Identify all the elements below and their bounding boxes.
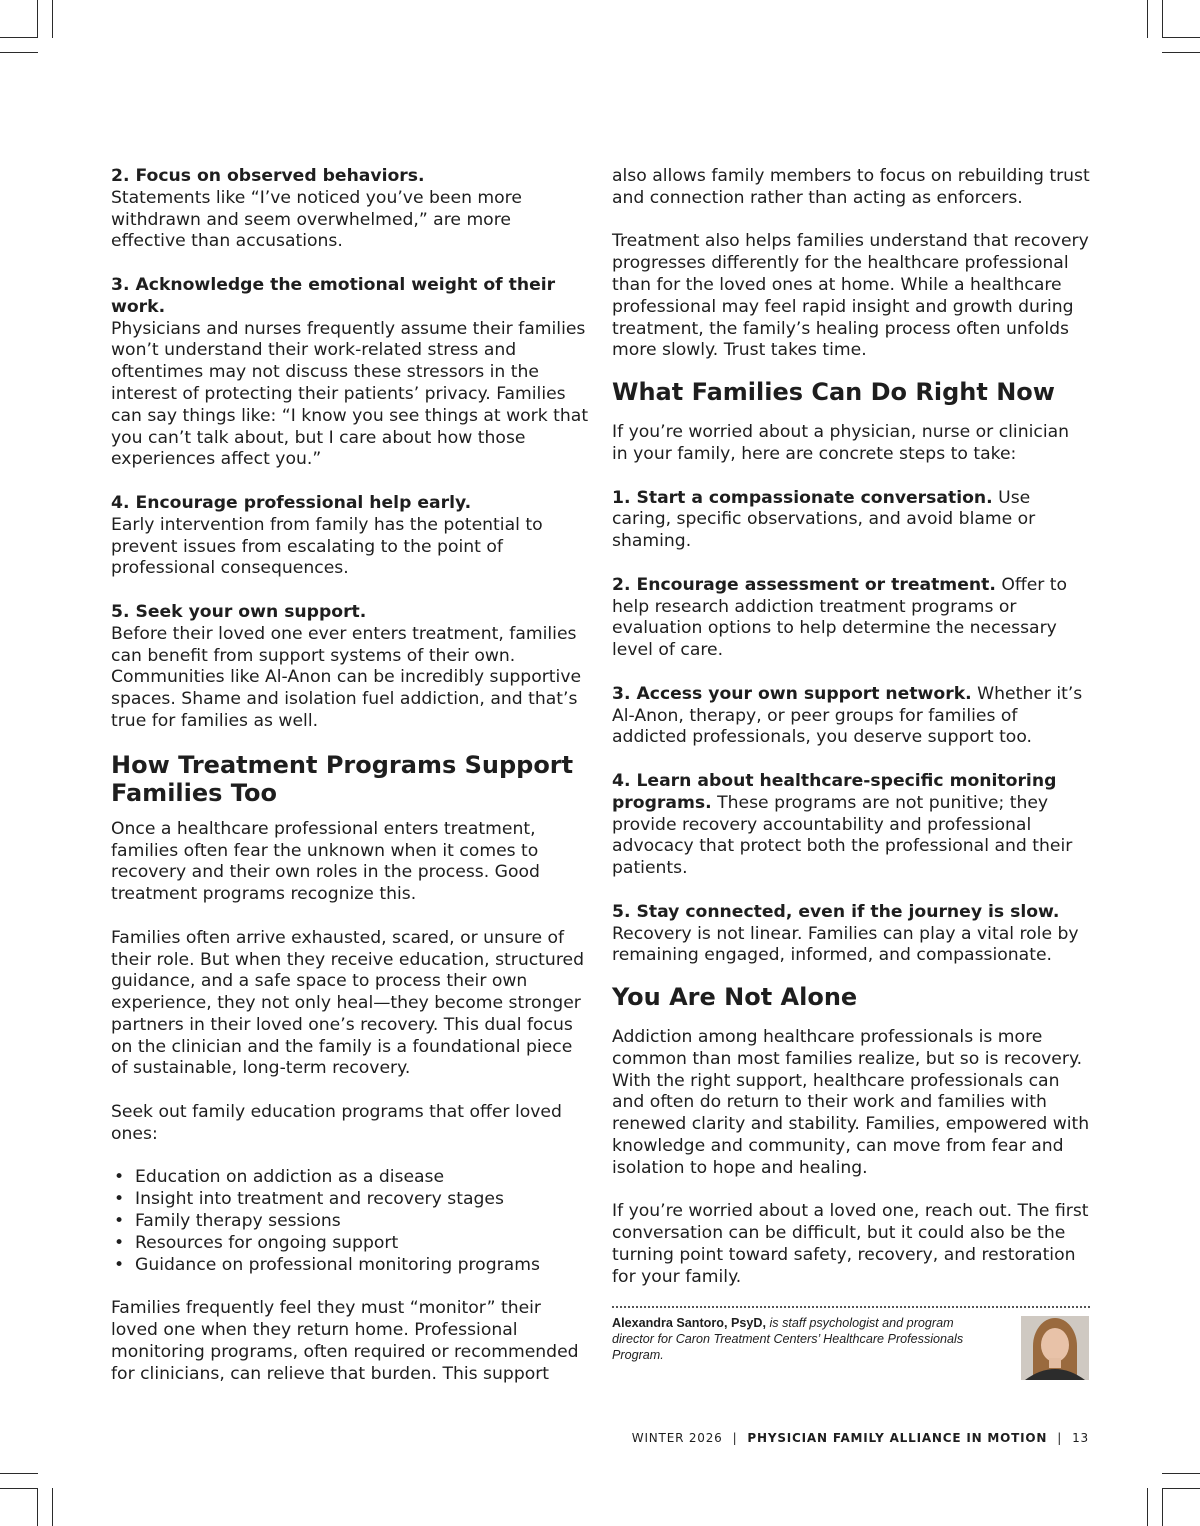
tip-4-title: 4. Encourage professional help early. (111, 492, 472, 513)
footer-separator: | (732, 1431, 738, 1445)
tip-3-title: 3. Acknowledge the emotional weight of their work. (111, 274, 556, 317)
paragraph: If you’re worried about a loved one, reach out. The first conversation can be difficult, but it could also be the turning point toward safety, recovery, and restoration for your family. (612, 1201, 1089, 1287)
tip-5-title: 5. Seek your own support. (111, 601, 367, 622)
crop-mark (0, 1473, 38, 1474)
list-item: • Insight into treatment and recovery stages (111, 1189, 589, 1211)
section-heading-right-now: What Families Can Do Right Now (612, 378, 1055, 407)
step-item (612, 902, 1090, 967)
step-title: 1. Start a compassionate conversation. (612, 487, 993, 508)
paragraph: Addiction among healthcare professionals is more common than most families realize, but so is recovery. With the right support, healthcare professionals can and often do return to their work and families with renewed clarity and stability. Families, empowered with knowledge and community, can move from fear and isolation to hope and healing. (612, 1027, 1090, 1178)
paragraph: Families frequently feel they must “monitor” their loved one when they return home. Professional monitoring programs, often required or recommended for clinicians, can relieve that burden. This support (111, 1298, 579, 1384)
step-body: Use caring, specific observations, and avoid blame or shaming. (612, 487, 1036, 552)
step-title: 3. Access your own support network. (612, 683, 972, 704)
paragraph-continued: also allows family members to focus on rebuilding trust and connection rather than acting as enforcers. (612, 166, 1090, 208)
crop-mark (1162, 1473, 1200, 1474)
magazine-title: PHYSICIAN FAMILY ALLIANCE IN MOTION (747, 1431, 1048, 1445)
list-item: • Education on addiction as a disease (111, 1167, 589, 1189)
list-item: • Resources for ongoing support (111, 1233, 589, 1255)
tip-2-title: 2. Focus on observed behaviors. (111, 166, 425, 186)
author-name: Alexandra Santoro, PsyD, (612, 1316, 766, 1330)
tip-2-body: Statements like “I’ve noticed you’ve been more withdrawn and seem overwhelmed,” are more effective than accusations. (111, 187, 522, 252)
step-body: Offer to help research addiction treatment programs or evaluation options to help determine the necessary level of care. (612, 574, 1068, 661)
step-body: Recovery is not linear. Families can play a vital role by remaining engaged, informed, and compassionate. (612, 923, 1079, 966)
author-description: is staff psychologist and program director for Caron Treatment Centers’ Healthcare Professionals Program. (612, 1316, 964, 1362)
step-item (612, 771, 1090, 880)
paragraph: Families often arrive exhausted, scared, or unsure of their role. But when they receive education, structured guidance, and a safe space to process their own experience, they not only heal—they become stronger partners in their loved one’s recovery. This dual focus on the clinician and the family is a foundational piece of sustainable, long-term recovery. (111, 927, 584, 1079)
crop-mark (1147, 1488, 1148, 1526)
crop-mark (1147, 0, 1148, 38)
section-heading-not-alone: You Are Not Alone (612, 983, 858, 1012)
paragraph: Once a healthcare professional enters treatment, families often fear the unknown when it comes to recovery and their own roles in the process. Good treatment programs recognize this. (111, 818, 540, 905)
page-footer (632, 1431, 1089, 1445)
page-number: 13 (1072, 1431, 1089, 1445)
crop-mark (0, 1488, 38, 1489)
tip-4-body: Early intervention from family has the potential to prevent issues from escalating to the point of professional consequences. (111, 514, 543, 579)
paragraph: Treatment also helps families understand that recovery progresses differently for the healthcare professional than for the loved ones at home. While a healthcare professional may feel rapid insight and growth during treatment, the family’s healing process often unfolds more slowly. Trust takes time. (612, 231, 1089, 361)
list-item: • Family therapy sessions (111, 1211, 589, 1233)
step-title: 5. Stay connected, even if the journey is slow. (612, 901, 1060, 922)
list-item: • Guidance on professional monitoring programs (111, 1255, 589, 1277)
author-bio (612, 1316, 997, 1363)
step-item (612, 575, 1090, 662)
crop-mark (52, 1488, 53, 1526)
crop-mark (37, 1488, 38, 1526)
bio-divider (612, 1306, 1090, 1308)
step-item (612, 684, 1090, 749)
issue-label: WINTER 2026 (631, 1431, 723, 1445)
tip-3-body: Physicians and nurses frequently assume their families won’t understand their work-related stress and oftentimes may not discuss these stressors in the interest of protecting their patients’ privacy. Families can say things like: “I know you see things at work that you can’t talk about, but I care about how those experiences affect you.” (111, 318, 589, 470)
author-photo (1021, 1316, 1089, 1380)
crop-mark (1162, 37, 1200, 38)
step-body: These programs are not punitive; they provide recovery accountability and professional advocacy that protect both the professional and their patients. (612, 792, 1073, 879)
crop-mark (1162, 52, 1200, 53)
section-heading-treatment: How Treatment Programs Support Families Too (111, 750, 574, 807)
crop-mark (1162, 1488, 1200, 1489)
crop-mark (0, 52, 38, 53)
paragraph: If you’re worried about a physician, nurse or clinician in your family, here are concrete steps to take: (612, 422, 1070, 464)
step-body: Whether it’s Al-Anon, therapy, or peer groups for families of addicted professionals, you deserve support too. (612, 683, 1083, 748)
tip-5-body: Before their loved one ever enters treatment, families can benefit from support systems of their own. Communities like Al-Anon can be incredibly supportive spaces. Shame and isolation fuel addiction, and that’s true for families as well. (111, 623, 582, 731)
crop-mark (0, 37, 38, 38)
footer-separator: | (1057, 1431, 1063, 1445)
step-title: 2. Encourage assessment or treatment. (612, 574, 996, 595)
right-column (612, 166, 1090, 1289)
left-column (111, 166, 589, 1385)
crop-mark (37, 0, 38, 38)
paragraph: Seek out family education programs that offer loved ones: (111, 1102, 562, 1144)
crop-mark (52, 0, 53, 38)
crop-mark (1162, 1488, 1163, 1526)
program-list (111, 1167, 589, 1276)
step-item (612, 488, 1090, 553)
crop-mark (1162, 0, 1163, 38)
step-title: 4. Learn about healthcare-specific monitoring programs. (612, 770, 1057, 813)
author-portrait-image (1021, 1316, 1089, 1380)
